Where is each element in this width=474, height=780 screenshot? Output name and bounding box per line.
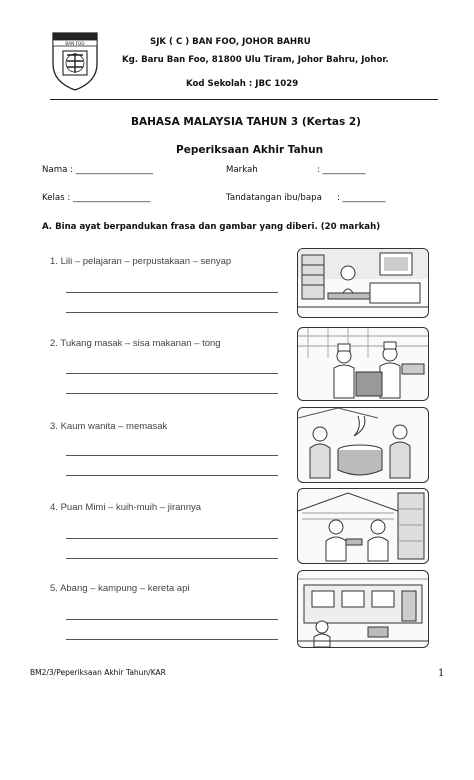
exam-name: Peperiksaan Akhir Tahun: [176, 144, 324, 156]
kelas-field[interactable]: Kelas : __________________: [42, 193, 151, 203]
picture-train: [297, 570, 429, 648]
question-text: Lili – pelajaran – perpustakaan – senyap: [60, 256, 232, 267]
answer-line[interactable]: [66, 373, 278, 374]
tandatangan-label: Tandatangan ibu/bapa: [226, 193, 322, 203]
school-address: Kg. Baru Ban Foo, 81800 Ulu Tiram, Johor Bahru, Johor.: [122, 55, 389, 65]
answer-line[interactable]: [66, 475, 278, 476]
question-number: 3.: [50, 421, 58, 432]
picture-library: [297, 248, 429, 318]
question-text: Kaum wanita – memasak: [60, 421, 168, 432]
exam-subject: BAHASA MALAYSIA TAHUN 3 (Kertas 2): [131, 116, 361, 128]
page-number: 1: [438, 668, 445, 679]
answer-line[interactable]: [66, 639, 278, 640]
question-text: Puan Mimi – kuih-muih – jirannya: [60, 502, 202, 513]
question-1: [50, 256, 231, 267]
question-text: Abang – kampung – kereta api: [60, 583, 190, 594]
question-number: 2.: [50, 338, 58, 349]
name-field[interactable]: Nama : __________________: [42, 165, 154, 175]
question-5: [50, 583, 189, 594]
answer-line[interactable]: [66, 393, 278, 394]
picture-cooking: [297, 407, 429, 483]
markah-label: Markah: [226, 165, 258, 175]
question-3: [50, 421, 167, 432]
answer-line[interactable]: [66, 292, 278, 293]
section-a-instruction: A. Bina ayat berpandukan frasa dan gambar yang diberi. (20 markah): [42, 222, 381, 232]
answer-line[interactable]: [66, 312, 278, 313]
tandatangan-field[interactable]: : __________: [337, 193, 386, 203]
question-number: 1.: [50, 256, 58, 267]
school-logo: [50, 30, 100, 92]
logo-text: BAN FOO: [65, 41, 85, 46]
question-number: 4.: [50, 502, 58, 513]
footer-code: BM2/3/Peperiksaan Akhir Tahun/KAR: [30, 668, 166, 677]
markah-field[interactable]: : __________: [317, 165, 366, 175]
answer-line[interactable]: [66, 455, 278, 456]
answer-line[interactable]: [66, 619, 278, 620]
picture-neighbour: [297, 488, 429, 564]
question-4: [50, 502, 201, 513]
header-divider: [50, 99, 438, 100]
school-name: SJK ( C ) BAN FOO, JOHOR BAHRU: [150, 37, 311, 47]
picture-kitchen: [297, 327, 429, 401]
answer-line[interactable]: [66, 558, 278, 559]
question-2: [50, 338, 221, 349]
question-text: Tukang masak – sisa makanan – tong: [60, 338, 221, 349]
answer-line[interactable]: [66, 538, 278, 539]
school-code: Kod Sekolah : JBC 1029: [186, 79, 299, 89]
question-number: 5.: [50, 583, 58, 594]
